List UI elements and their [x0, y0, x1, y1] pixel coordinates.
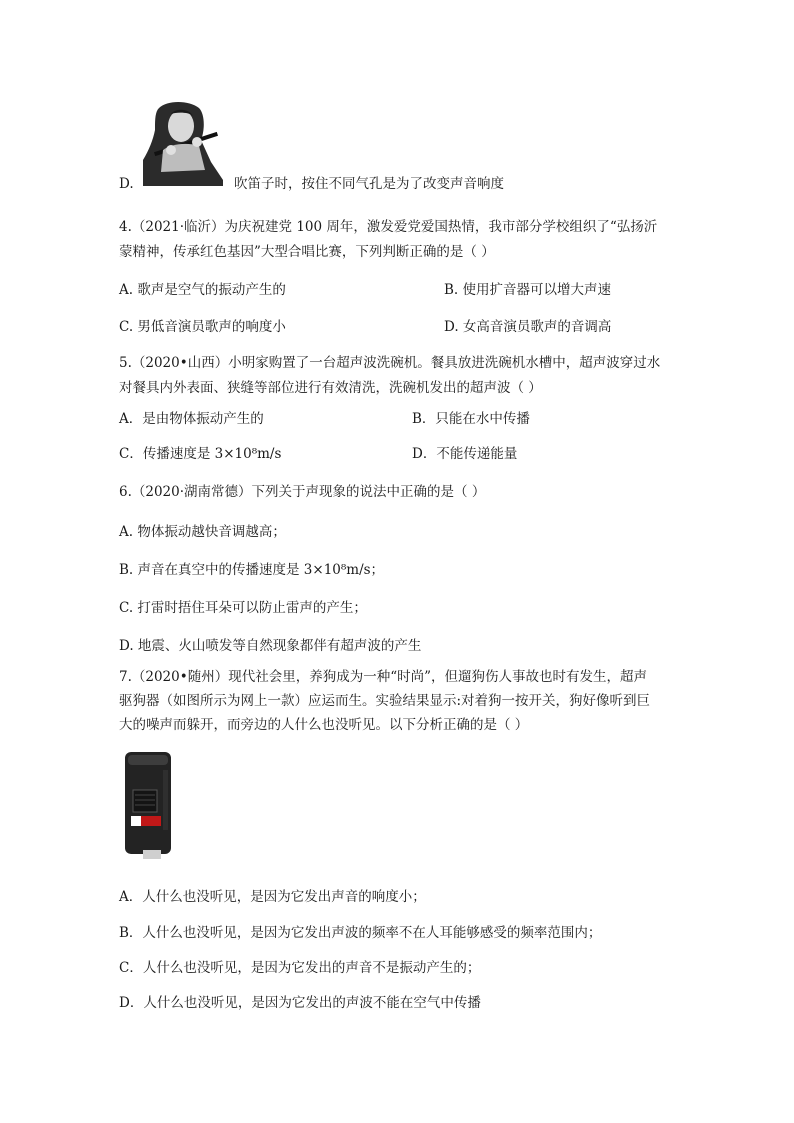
- q5-option-d: D．不能传递能量: [412, 446, 518, 462]
- q5-option-a: A．是由物体振动产生的: [119, 411, 264, 427]
- q6-stem: 6.（2020·湖南常德）下列关于声现象的说法中正确的是（ ）: [119, 484, 486, 500]
- q6-option-b: B. 声音在真空中的传播速度是 3×10⁸m/s；: [119, 562, 385, 578]
- q7-stem-line-1: 7.（2020•随州）现代社会里，养狗成为一种“时尚”，但遛狗伤人事故也时有发生，超声: [119, 669, 648, 685]
- q5-stem-line-1: 5.（2020•山西）小明家购置了一台超声波洗碗机。餐具放进洗碗机水槽中，超声波穿过水: [119, 355, 661, 371]
- q7-option-b: B．人什么也没听见，是因为它发出声波的频率不在人耳能够感受的频率范围内；: [119, 925, 602, 941]
- q4-stem-line-1: 4.（2021·临沂）为庆祝建党 100 周年，激发爱党爱国热情，我市部分学校组织了“弘扬沂: [119, 219, 658, 235]
- q3-option-d-text: 吹笛子时，按住不同气孔是为了改变声音响度: [234, 176, 504, 192]
- q4-option-b: B. 使用扩音器可以增大声速: [444, 282, 612, 298]
- q6-option-c: C. 打雷时捂住耳朵可以防止雷声的产生；: [119, 600, 367, 616]
- flute-player-image: [141, 100, 227, 186]
- q4-option-a: A. 歌声是空气的振动产生的: [119, 282, 286, 298]
- q7-option-d: D．人什么也没听见，是因为它发出的声波不能在空气中传播: [119, 995, 481, 1011]
- q7-option-a: A．人什么也没听见，是因为它发出声音的响度小；: [119, 889, 426, 905]
- q5-option-b: B．只能在水中传播: [412, 411, 530, 427]
- q3-option-d-letter: D.: [119, 176, 134, 192]
- q4-option-d: D. 女高音演员歌声的音调高: [444, 319, 612, 335]
- q7-stem-line-2: 驱狗器（如图所示为网上一款）应运而生。实验结果显示:对着狗一按开关，狗好像听到巨: [119, 693, 651, 709]
- q4-stem-line-2: 蒙精神，传承红色基因”大型合唱比赛，下列判断正确的是（ ）: [119, 244, 495, 260]
- q6-option-a: A. 物体振动越快音调越高；: [119, 524, 286, 540]
- dog-repeller-image: [119, 750, 177, 862]
- q6-option-d: D. 地震、火山喷发等自然现象都伴有超声波的产生: [119, 638, 422, 654]
- q4-option-c: C. 男低音演员歌声的响度小: [119, 319, 286, 335]
- q7-option-c: C．人什么也没听见，是因为它发出的声音不是振动产生的；: [119, 960, 481, 976]
- q5-stem-line-2: 对餐具内外表面、狭缝等部位进行有效清洗，洗碗机发出的超声波（ ）: [119, 380, 542, 396]
- q5-option-c: C．传播速度是 3×10⁸m/s: [119, 446, 282, 462]
- q7-stem-line-3: 大的噪声而躲开，而旁边的人什么也没听见。以下分析正确的是（ ）: [119, 717, 529, 733]
